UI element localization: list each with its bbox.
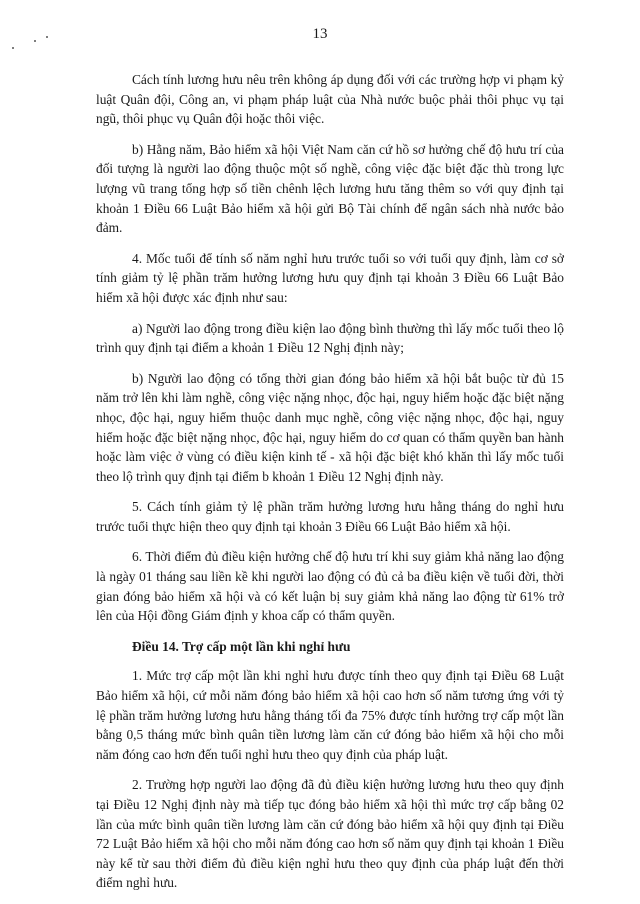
- paragraph: 6. Thời điểm đủ điều kiện hưởng chế độ hưu trí khi suy giảm khả năng lao động là ngày 01 tháng sau liền kề khi người lao động có đủ cả ba điều kiện về tuổi đời, thời gian đóng bảo hiểm xã hội và có kết luận bị suy giảm khả năng lao động từ 61% trở lên của Hội đồng Giám định y khoa cấp có thẩm quyền.: [96, 549, 564, 624]
- page-number: 13: [312, 26, 328, 42]
- paragraph: Cách tính lương hưu nêu trên không áp dụng đối với các trường hợp vi phạm kỷ luật Quân đội, Công an, vi phạm pháp luật của Nhà nước buộc phải thôi phục vụ tại ngũ, thôi phục vụ Quân đội hoặc thôi việc.: [96, 72, 564, 127]
- scan-speck: [12, 47, 14, 49]
- paragraph: b) Hằng năm, Bảo hiểm xã hội Việt Nam căn cứ hồ sơ hưởng chế độ hưu trí của đối tượng là người lao động thuộc một số nghề, công việc đặc biệt đặc thù trong lực lượng vũ trang tổng hợp số tiền chênh lệch lương hưu tăng thêm so với quy định tại khoản 1 Điều 66 Luật Bảo hiểm xã hội gửi Bộ Tài chính để ngân sách nhà nước bảo đảm.: [96, 141, 564, 236]
- paragraph: a) Người lao động trong điều kiện lao động bình thường thì lấy mốc tuổi theo lộ trình quy định tại điểm a khoản 1 Điều 12 Nghị định này;: [96, 320, 564, 356]
- paragraph: 1. Mức trợ cấp một lần khi nghỉ hưu được tính theo quy định tại Điều 68 Luật Bảo hiểm xã hội, cứ mỗi năm đóng bảo hiểm xã hội cao hơn số năm tương ứng với tỷ lệ phần trăm hưởng lương hưu hằng tháng tối đa 75% được tính hưởng trợ cấp một lần bằng 0,5 tháng mức bình quân tiền lương làm căn cứ đóng bảo hiểm xã hội cho mỗi năm đóng cao hơn đến tuổi nghỉ hưu theo quy định của pháp luật.: [96, 668, 564, 762]
- paragraph: 5. Cách tính giảm tỷ lệ phần trăm hưởng lương hưu hằng tháng do nghỉ hưu trước tuổi thực hiện theo quy định tại khoản 3 Điều 66 Luật Bảo hiểm xã hội.: [96, 499, 564, 534]
- paragraph: b) Người lao động có tổng thời gian đóng bảo hiểm xã hội bắt buộc từ đủ 15 năm trở lên khi làm nghề, công việc nặng nhọc, độc hại, nguy hiểm hoặc đặc biệt nặng nhọc, độc hại, nguy hiểm thuộc danh mục nghề, công việc nặng nhọc, độc hại, nguy hiểm hoặc đặc biệt nặng nhọc, độc hại, nguy hiểm do cơ quan có thẩm quyền ban hành hoặc làm việc ở vùng có điều kiện kinh tế - xã hội đặc biệt khó khăn thì lấy mốc tuổi theo lộ trình quy định tại điểm b khoản 1 Điều 12 Nghị định này.: [96, 370, 564, 484]
- paragraph: 2. Trường hợp người lao động đã đủ điều kiện hưởng lương hưu theo quy định tại Điều 12 Nghị định này mà tiếp tục đóng bảo hiểm xã hội thì mức trợ cấp bằng 02 lần của mức bình quân tiền lương làm căn cứ đóng bảo hiểm xã hội quy định tại Điều 72 Luật Bảo hiểm xã hội cho mỗi năm đóng cao hơn số năm quy định tại khoản 1 Điều này kể từ sau thời điểm đủ điều kiện nghỉ hưu theo quy định của pháp luật đến thời điểm nghỉ hưu.: [96, 777, 564, 891]
- paragraph: 4. Mốc tuổi để tính số năm nghỉ hưu trước tuổi so với tuổi quy định, làm cơ sở tính giảm tỷ lệ phần trăm hưởng lương hưu quy định tại khoản 3 Điều 66 Luật Bảo hiểm xã hội được xác định như sau:: [96, 250, 564, 305]
- article-heading: Điều 14. Trợ cấp một lần khi nghỉ hưu: [132, 638, 351, 654]
- document-body: [96, 70, 564, 904]
